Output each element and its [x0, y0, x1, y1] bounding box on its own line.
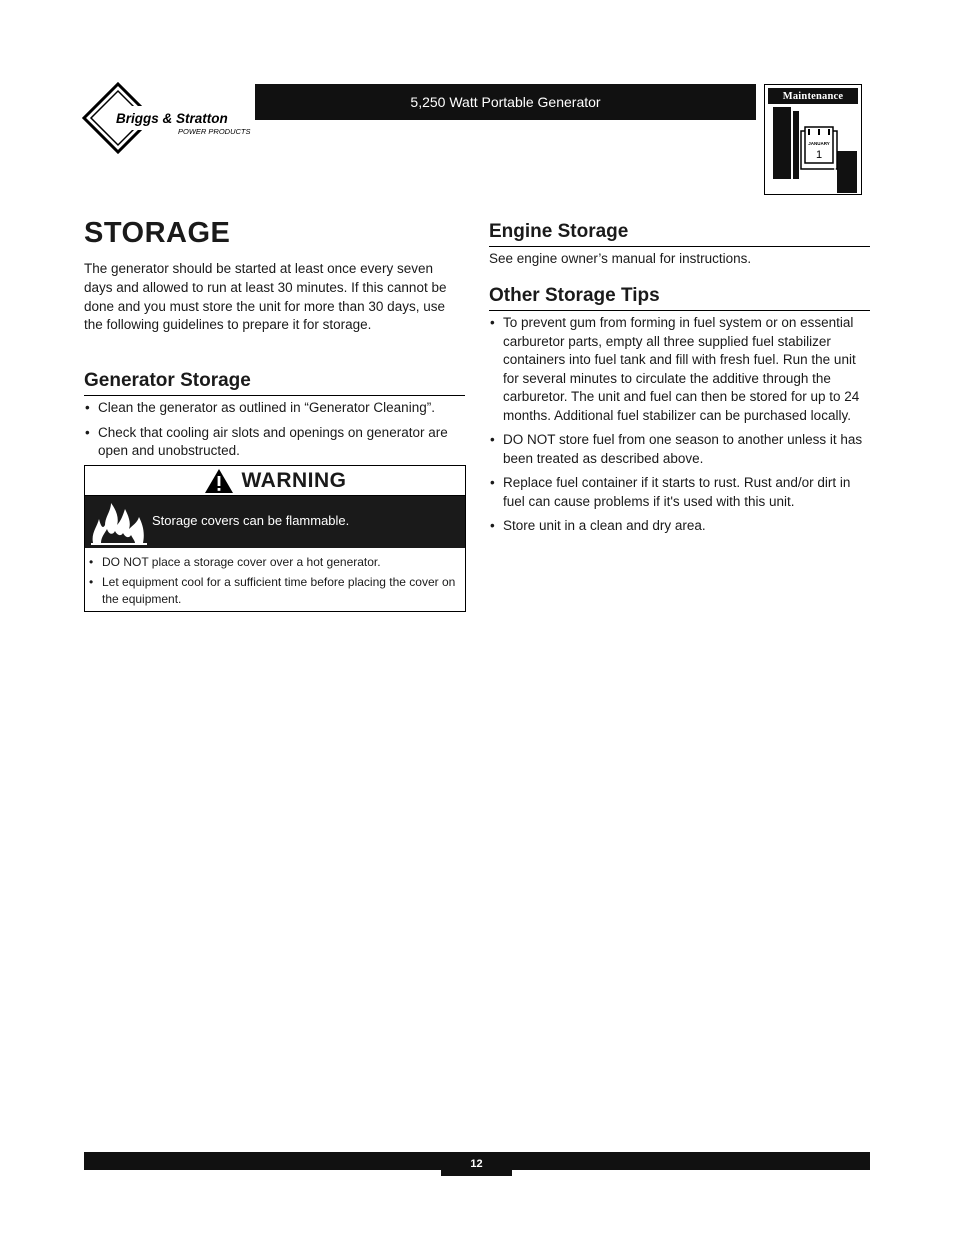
engine-storage-text: See engine owner’s manual for instructions.	[489, 251, 752, 266]
list-item: • Let equipment cool for a sufficient time before placing the cover on the equipment.	[88, 574, 456, 609]
warning-box	[84, 465, 466, 612]
maintenance-badge-title	[768, 88, 858, 104]
maintenance-badge-label: Maintenance	[782, 90, 844, 102]
list-item: • Store unit in a clean and dry area.	[489, 517, 870, 536]
list-item: • Check that cooling air slots and openings on generator are open and unobstructed.	[84, 424, 465, 461]
generator-storage-list	[84, 399, 465, 467]
calendar-wrench-icon	[773, 107, 857, 193]
list-item: • DO NOT place a storage cover over a hot generator.	[88, 554, 456, 572]
engine-storage-heading: Engine Storage	[489, 220, 870, 247]
intro-paragraph: The generator should be started at least once every seven days and allowed to run at least 30 minutes. If this cannot be done and you must store the unit for more than 30 days, use the following guidelines to prepare it for storage.	[84, 261, 447, 333]
list-item: • Replace fuel container if it starts to rust. Rust and/or dirt in fuel can cause problems if it's used with this unit.	[489, 474, 870, 511]
warning-triangle-icon	[204, 468, 234, 494]
hazard-statement: Storage covers can be flammable.	[152, 513, 350, 528]
calendar-month: JANUARY	[808, 141, 830, 146]
document-title-bar	[255, 84, 756, 120]
warning-label: WARNING	[241, 468, 347, 492]
document-title: 5,250 Watt Portable Generator	[410, 94, 601, 110]
brand-logo	[82, 82, 254, 154]
calendar-day: 1	[815, 149, 823, 161]
page-title: STORAGE	[84, 217, 231, 249]
diamond-logo-icon	[82, 82, 254, 154]
list-item: • DO NOT store fuel from one season to another unless it has been treated as described above.	[489, 431, 870, 468]
warning-instructions	[88, 554, 456, 611]
page-number-tab	[441, 1152, 512, 1176]
other-storage-tips-list	[489, 314, 870, 542]
list-item: • To prevent gum from forming in fuel system or on essential carburetor parts, empty all three supplied fuel stabilizer containers into fuel tank and fill with fresh fuel. Run the unit for several minutes to circulate the additive through the carburetor. The unit and fuel can then be stored for up to 24 months. Additional fuel stabilizer can be purchased locally.	[489, 314, 870, 425]
hazard-band	[85, 496, 465, 548]
page-number: 12	[470, 1158, 483, 1170]
generator-storage-heading: Generator Storage	[84, 369, 465, 396]
warning-header	[85, 466, 465, 496]
logo-brand-text: Briggs & Stratton	[116, 111, 228, 126]
other-storage-tips-heading: Other Storage Tips	[489, 284, 870, 311]
list-item: • Clean the generator as outlined in “Generator Cleaning”.	[84, 399, 465, 418]
logo-sub-text: POWER PRODUCTS	[178, 127, 251, 136]
maintenance-badge	[764, 84, 862, 195]
flame-icon	[89, 499, 149, 545]
